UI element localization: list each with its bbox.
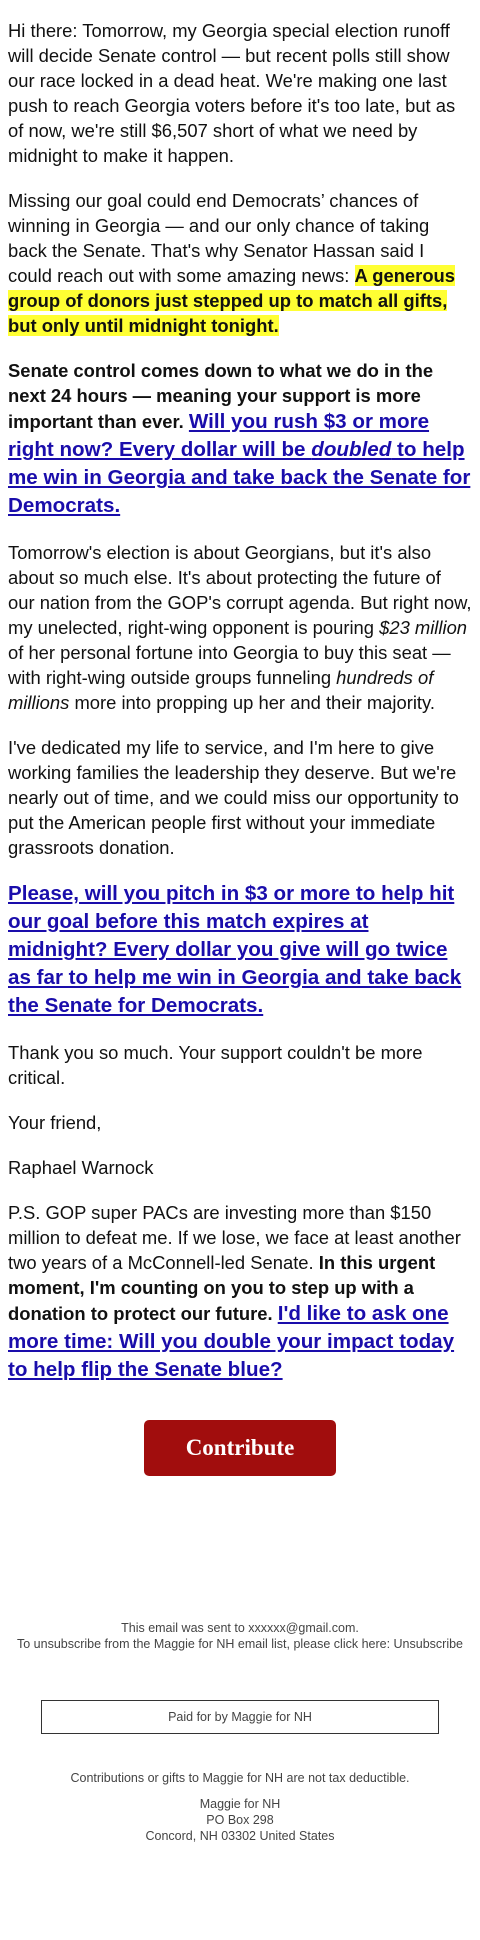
ps-paragraph [8, 1200, 472, 1384]
signoff: Your friend, [8, 1112, 102, 1133]
paid-for-box: Paid for by Maggie for NH [41, 1700, 439, 1734]
match-highlight: A generous group of donors just stepped up to match all gifts, but only until midnight tonight. [8, 265, 456, 336]
senate-control-paragraph [8, 358, 472, 520]
thanks-paragraph: Thank you so much. Your support couldn't be more critical. [8, 1042, 423, 1088]
contribute-button[interactable]: Contribute [144, 1420, 336, 1476]
footer-unsubscribe [0, 1636, 480, 1652]
goal-text: Missing our goal could end Democrats’ chances of winning in Georgia — and our only chance of taking back the Senate. That's why Senator Hassan said I could reach out with some amazing news: [8, 190, 430, 286]
pitch-paragraph [8, 880, 472, 1020]
rush-link-emphasis: doubled [311, 438, 392, 461]
mailing-address [0, 1796, 480, 1844]
election-emphasis-hundreds: hundreds of millions [8, 667, 434, 713]
ps-bold: In this urgent moment, I'm counting on you to step up with a donation to protect our future. [8, 1252, 436, 1324]
footer-sent-to: This email was sent to xxxxxx@gmail.com. [121, 1621, 359, 1635]
address-box: PO Box 298 [206, 1813, 274, 1827]
rush-link-part-b: to help me win in Georgia and take back the Senate for Democrats. [8, 438, 471, 517]
senate-control-bold: Senate control comes down to what we do in the next 24 hours — meaning your support is more important than ever. [8, 360, 434, 432]
election-text-b: of her personal fortune into Georgia to buy this seat — with right-wing outside groups funneling [8, 642, 451, 688]
unsubscribe-text: To unsubscribe from the Maggie for NH email list, please click here: [16, 1637, 394, 1651]
election-text-a: Tomorrow's election is about Georgians, but it's also about so much else. It's about protecting the future of our nation from the GOP's corrupt agenda. But right now, my unelected, right-wing opponent is pouring [8, 542, 472, 638]
pitch-donation-link[interactable]: Please, will you pitch in $3 or more to help hit our goal before this match expires at midnight? Every dollar you give will go twice as far to help me win in Georgia and take back the Senate for Democrats. [8, 882, 462, 1017]
tax-disclaimer: Contributions or gifts to Maggie for NH are not tax deductible. [70, 1771, 410, 1785]
intro-paragraph: Hi there: Tomorrow, my Georgia special election runoff will decide Senate control — but recent polls still show our race locked in a dead heat. We're making one last push to reach Georgia voters before it's too late, but as of now, we're still $6,507 short of what we need by midnight to make it happen. [8, 20, 456, 166]
election-emphasis-amount: $23 million [379, 617, 468, 638]
cta-container [8, 1420, 472, 1476]
address-name: Maggie for NH [199, 1797, 281, 1811]
election-paragraph [8, 540, 472, 715]
election-text-c: more into propping up her and their majority. [69, 692, 435, 713]
ps-text: P.S. GOP super PACs are investing more than $150 million to defeat me. If we lose, we face at least another two years of a McConnell-led Senate. [8, 1202, 461, 1273]
rush-link-part-a: Will you rush $3 or more right now? Every dollar will be [8, 410, 430, 461]
signature: Raphael Warnock [8, 1157, 154, 1178]
service-paragraph: I've dedicated my life to service, and I'm here to give working families the leadership they deserve. But we're nearly out of time, and we could miss our opportunity to put the American people first without your immediate grassroots donation. [8, 737, 459, 858]
goal-paragraph [8, 188, 472, 338]
unsubscribe-link[interactable]: Unsubscribe [393, 1637, 464, 1651]
double-impact-link[interactable]: I'd like to ask one more time: Will you double your impact today to help flip the Senate blue? [8, 1302, 455, 1381]
address-city: Concord, NH 03302 United States [145, 1829, 335, 1843]
